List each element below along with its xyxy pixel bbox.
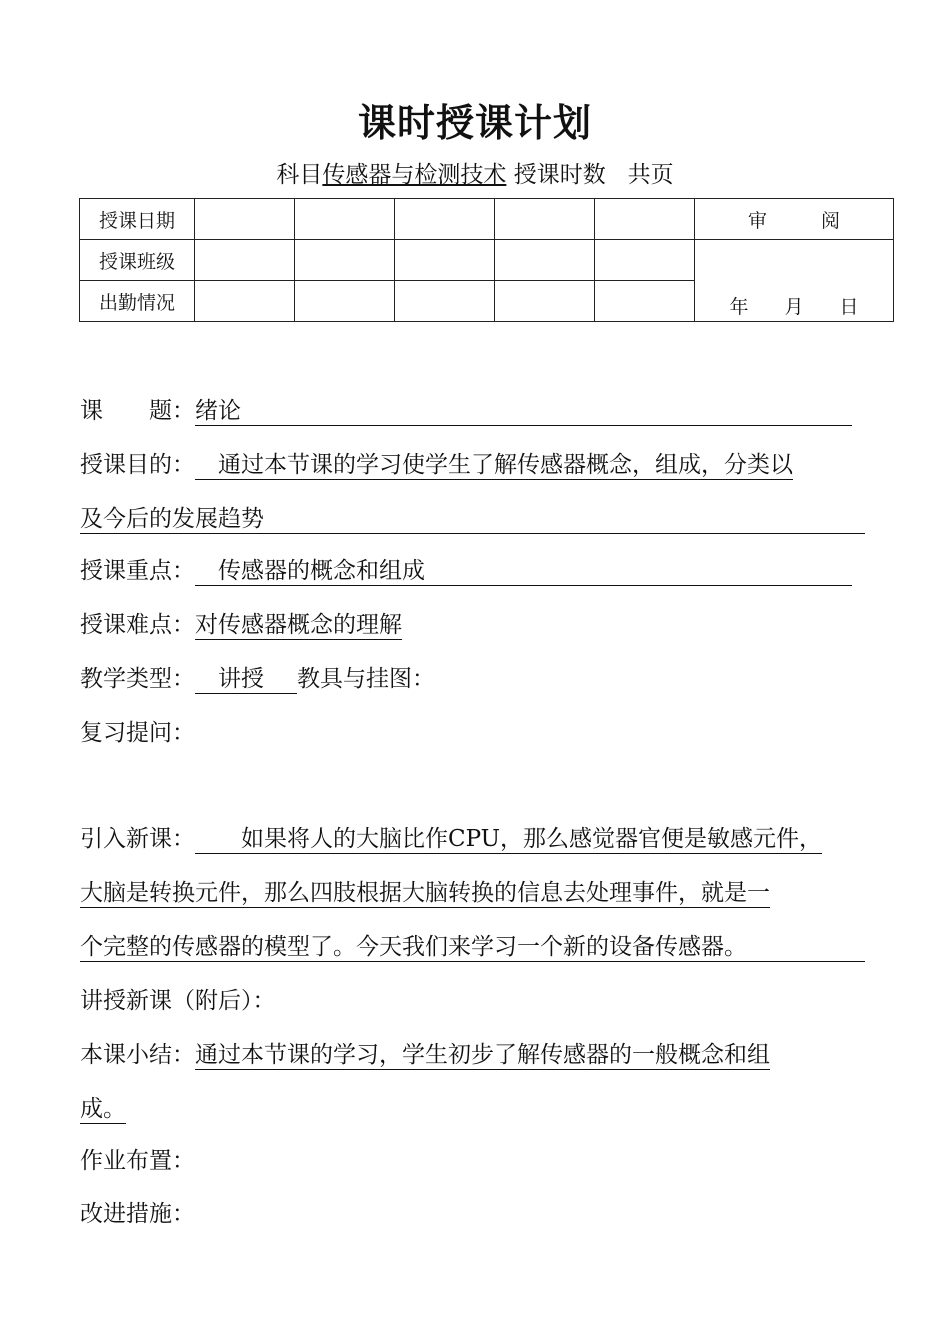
type-label: 教学类型： [80, 666, 195, 692]
subject-value: 传感器与检测技术 [322, 162, 507, 188]
type-line [80, 664, 435, 694]
topic-value: 绪论 [195, 397, 852, 426]
table-cell[interactable] [495, 199, 595, 240]
summary-line-1 [80, 1040, 770, 1070]
table-cell[interactable] [195, 281, 295, 322]
table-cell[interactable] [195, 199, 295, 240]
schedule-table [79, 198, 894, 322]
objective-label: 授课目的： [80, 452, 195, 478]
review-header: 审 阅 [695, 199, 894, 240]
intro-line-1 [80, 824, 822, 854]
objective-value-1: 通过本节课的学习使学生了解传感器概念，组成，分类以 [195, 452, 793, 478]
topic-line [80, 396, 852, 426]
summary-label: 本课小结： [80, 1042, 195, 1068]
improvement-line [80, 1199, 195, 1229]
table-cell[interactable] [595, 199, 695, 240]
key-value: 传感器的概念和组成 [195, 557, 852, 586]
table-cell[interactable] [395, 199, 495, 240]
table-cell[interactable] [295, 199, 395, 240]
intro-line-2 [80, 878, 770, 908]
table-cell[interactable] [395, 281, 495, 322]
summary-line-2 [80, 1094, 126, 1124]
table-cell[interactable] [395, 240, 495, 281]
review-date: 年 月 日 [695, 240, 894, 322]
objective-value-2: 及今后的发展趋势 [80, 505, 865, 534]
intro-label: 引入新课： [80, 826, 195, 852]
topic-label: 课 题： [80, 398, 195, 424]
intro-value-2: 大脑是转换元件，那么四肢根据大脑转换的信息去处理事件，就是一 [80, 880, 770, 906]
newlesson-label: 讲授新课（附后）： [80, 988, 276, 1014]
difficulty-label: 授课难点： [80, 612, 195, 638]
row-label-date: 授课日期 [80, 199, 195, 240]
subject-label: 科目 [276, 162, 323, 188]
row-label-class: 授课班级 [80, 240, 195, 281]
table-cell[interactable] [495, 281, 595, 322]
table-cell[interactable] [495, 240, 595, 281]
homework-line [80, 1146, 195, 1176]
key-line [80, 556, 852, 586]
page-title: 课时授课计划 [357, 100, 592, 145]
hours-label: 授课时数 [513, 162, 606, 188]
intro-value-1: 如果将人的大脑比作CPU，那么感觉器官便是敏感元件， [195, 826, 823, 852]
subtitle [0, 156, 950, 189]
intro-value-3: 个完整的传感器的模型了。今天我们来学习一个新的设备传感器。 [80, 933, 865, 962]
table-cell[interactable] [595, 281, 695, 322]
aids-label: 教具与挂图： [297, 666, 435, 692]
table-row [80, 240, 894, 281]
table-row [80, 199, 894, 240]
newlesson-line [80, 986, 276, 1016]
pages-label: 共页 [627, 162, 674, 188]
difficulty-line [80, 610, 402, 640]
table-cell[interactable] [195, 240, 295, 281]
summary-value-1: 通过本节课的学习，学生初步了解传感器的一般概念和组 [195, 1042, 770, 1068]
key-label: 授课重点： [80, 558, 195, 584]
table-cell[interactable] [295, 281, 395, 322]
objective-line-1 [80, 450, 793, 480]
review-line [80, 718, 195, 748]
table-cell[interactable] [595, 240, 695, 281]
improvement-label: 改进措施： [80, 1201, 195, 1227]
objective-line-2 [80, 504, 865, 534]
row-label-attendance: 出勤情况 [80, 281, 195, 322]
intro-line-3 [80, 932, 865, 962]
review-label: 复习提问： [80, 720, 195, 746]
homework-label: 作业布置： [80, 1148, 195, 1174]
table-cell[interactable] [295, 240, 395, 281]
type-value: 讲授 [195, 665, 297, 694]
difficulty-value: 对传感器概念的理解 [195, 612, 402, 638]
summary-value-2: 成。 [80, 1096, 126, 1122]
